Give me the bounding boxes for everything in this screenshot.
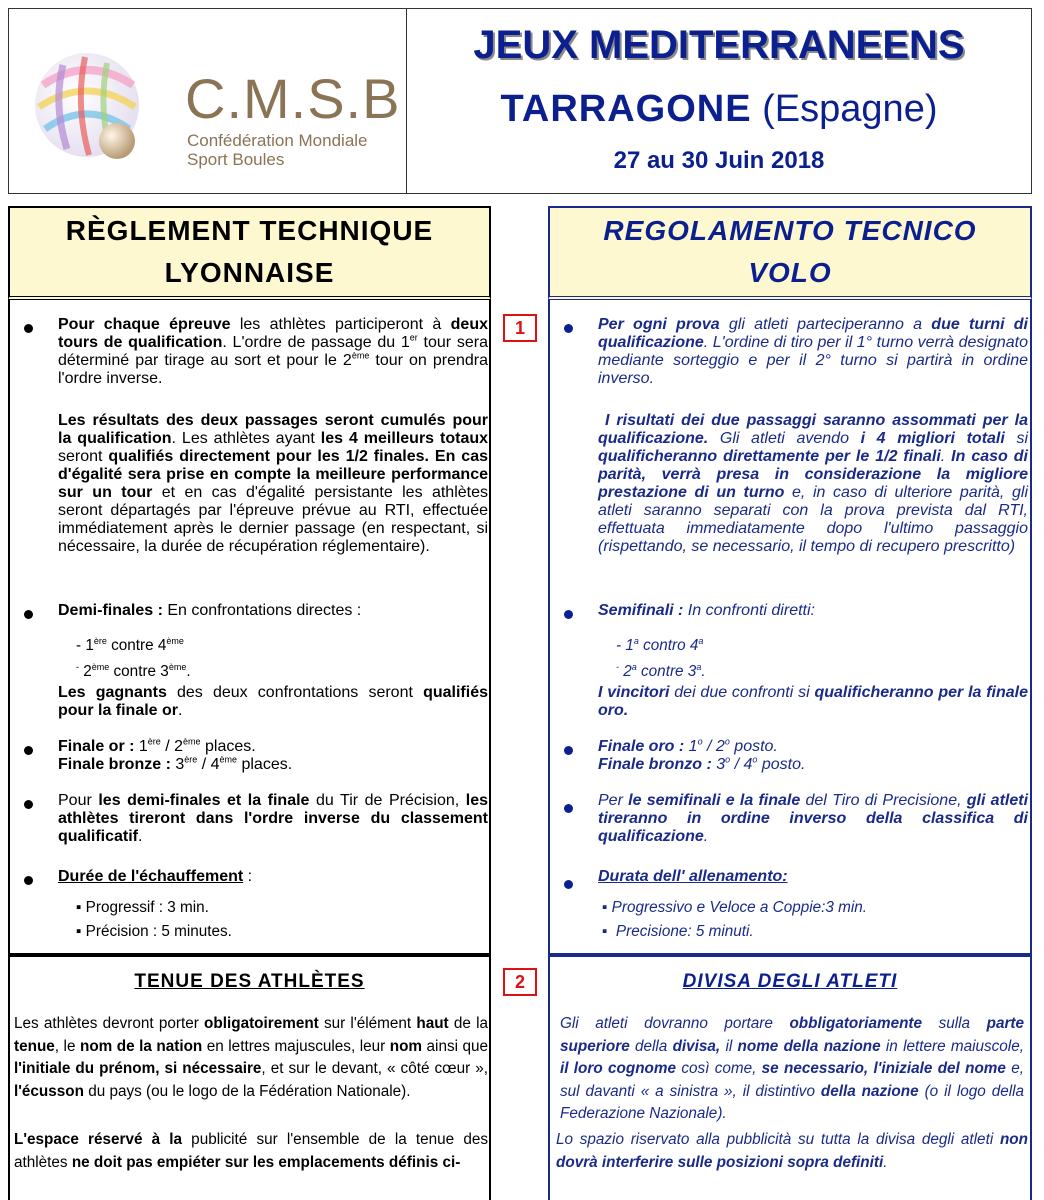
regola-vincitori: I vincitori dei due confronti si qualificheranno per la finale oro. [598, 684, 1029, 719]
bullet-icon [564, 880, 573, 889]
left-heading-box [8, 206, 491, 300]
bullet-icon [564, 324, 573, 333]
rule-winners: Les gagnants des deux confrontations seront qualifiés pour la finale or. [58, 684, 488, 719]
regola-qualificazione: Per ogni prova gli atleti parteciperanno a due turni di qualificazione. L'ordine di tiro per il 1° turno verrà designato mediante sorteggio e per il 2° turno si partirà in ordine inverso. [598, 316, 1028, 387]
right-rules-body [548, 300, 1032, 955]
bullet-icon [24, 324, 33, 333]
allenamento-progressivo: ▪ Progressivo e Veloce a Coppie:3 min. [602, 899, 868, 916]
regola-semifinali: Semifinali : In confronti diretti: [598, 602, 815, 619]
regola-finali: Finale oro : 1$^o$ / 2$^o$ posto. Finale bronzo : 3$^o$ / 4$^o$ posto. [598, 736, 806, 773]
warmup-precision: ▪ Précision : 5 minutes. [76, 923, 232, 940]
warmup-progressif: ▪ Progressif : 3 min. [76, 899, 209, 916]
bullet-icon [564, 746, 573, 755]
regola-cumulativa: I risultati dei due passaggi saranno assommati per la qualificazione. Gli atleti avendo i 4 migliori totali si qualificheranno direttamente per le 1/2 finali. In caso di parità, verrà presa in considerazione la migliore prestazione di un turno e, in caso di ulteriore parità, gli atleti saranno separati con la prova prevista dal RTI, effettuata immediatamente dopo l'ultimo passaggio (rispettando, se necessario, il tempo di recupero prescritto) [598, 412, 1029, 555]
bullet-icon [24, 800, 33, 809]
section-marker-1: 1 [503, 314, 537, 342]
right-heading-line-1: REGOLAMENTO TECNICO [603, 215, 977, 246]
logo-line-2: Sport Boules [187, 150, 285, 169]
rule-finals: Finale or : 1ère / 2ème places. Finale bronze : 3ère / 4ème places. [58, 736, 293, 773]
logo-fullname [187, 131, 368, 169]
bullet-icon [24, 746, 33, 755]
rule-cumulative: Les résultats des deux passages seront cumulés pour la qualification. Les athlètes ayant les 4 meilleurs totaux seront qualifiés directement pour les 1/2 finales. En cas d'égalité sera prise en compte la meilleure performance sur un tour et en cas d'égalité persistante les athlètes seront départagés par l'épreuve prévue au RTI, effectuée immédiatement après le dernier passage (en respectant, si nécessaire, la durée de récupération réglementaire). [58, 412, 489, 555]
section-marker-2: 2 [503, 968, 537, 996]
rule-semifinals: Demi-finales : En confrontations directes : [58, 602, 362, 619]
event-location [407, 87, 1031, 131]
bullet-icon [564, 610, 573, 619]
left-heading-line-2: LYONNAISE [164, 257, 335, 288]
right-section2-title: DIVISA DEGLI ATLETI [682, 971, 898, 992]
logo-cell [9, 9, 407, 193]
event-city: TARRAGONE [500, 88, 752, 130]
event-dates: 27 au 30 Juin 2018 [613, 147, 825, 174]
semifinal-pair-1: - 1ère contre 4ème [76, 636, 184, 655]
event-title: JEUX MEDITERRANEENS [473, 23, 965, 67]
left-rules-body [8, 300, 491, 955]
logo-acronym: C.M.S.B [185, 67, 401, 130]
left-dress-section [8, 955, 491, 1200]
allenamento-precisione: ▪ Precisione: 5 minuti. [602, 923, 754, 940]
left-section2-title: TENUE DES ATHLÈTES [134, 971, 365, 992]
left-heading-line-1: RÈGLEMENT TECHNIQUE [65, 215, 434, 246]
bullet-icon [564, 804, 573, 813]
right-heading-box [548, 206, 1032, 300]
advertising-rule-text: L'espace réservé à la publicité sur l'ensemble de la tenue des athlètes ne doit pas empiéter sur les emplacements définis ci- [14, 1131, 488, 1171]
right-dress-section [548, 955, 1032, 1200]
cmsb-logo-icon [23, 45, 151, 173]
bullet-icon [24, 876, 33, 885]
rule-warmup: Durée de l'échauffement : [58, 868, 253, 885]
rule-precision: Pour les demi-finales et la finale du Tir de Précision, les athlètes tireront dans l'ordre inverse du classement qualificatif. [58, 792, 489, 845]
left-heading [10, 208, 489, 296]
rule-qualification: Pour chaque épreuve les athlètes participeront à deux tours de qualification. L'ordre de passage du 1er tour sera déterminé par tirage au sort et pour le 2ème tour on prendra l'ordre inverse. [58, 316, 489, 387]
semifinale-coppia-2: - 2$^a$ contre 3$^a$. [616, 662, 706, 681]
event-country: (Espagne) [762, 88, 938, 130]
semifinal-pair-2: - 2ème contre 3ème. [76, 662, 191, 681]
dress-rule-text: Les athlètes devront porter obligatoirement sur l'élément haut de la tenue, le nom de la nation en lettres majuscules, leur nom ainsi que l'initiale du prénom, si nécessaire, et sur le devant, « côté cœur », l'écusson du pays (ou le logo de la Fédération Nationale). [14, 1015, 489, 1100]
pubblicita-regola-testo: Lo spazio riservato alla pubblicità su tutta la divisa degli atleti non dovrà interferire sulle posizioni sopra definiti. [556, 1131, 1028, 1171]
document-header [8, 8, 1032, 194]
right-heading [550, 208, 1030, 296]
bullet-icon [24, 610, 33, 619]
regola-precisione: Per le semifinali e la finale del Tiro di Precisione, gli atleti tireranno in ordine inverso della classifica di qualificazione. [598, 792, 1029, 845]
logo-line-1: Confédération Mondiale [187, 131, 368, 150]
regola-allenamento: Durata dell' allenamento: [598, 868, 788, 885]
right-heading-line-2: VOLO [748, 257, 832, 288]
semifinale-coppia-1: - 1$^a$ contro 4$^a$ [616, 636, 704, 655]
divisa-regola-testo: Gli atleti dovranno portare obbligatoriamente sulla parte superiore della divisa, il nome della nazione in lettere maiuscole, il loro cognome così come, se necessario, l'iniziale del nome e, sul davanti « a sinistra », il distintivo della nazione (o il logo della Federazione Nazionale). [560, 1015, 1025, 1122]
